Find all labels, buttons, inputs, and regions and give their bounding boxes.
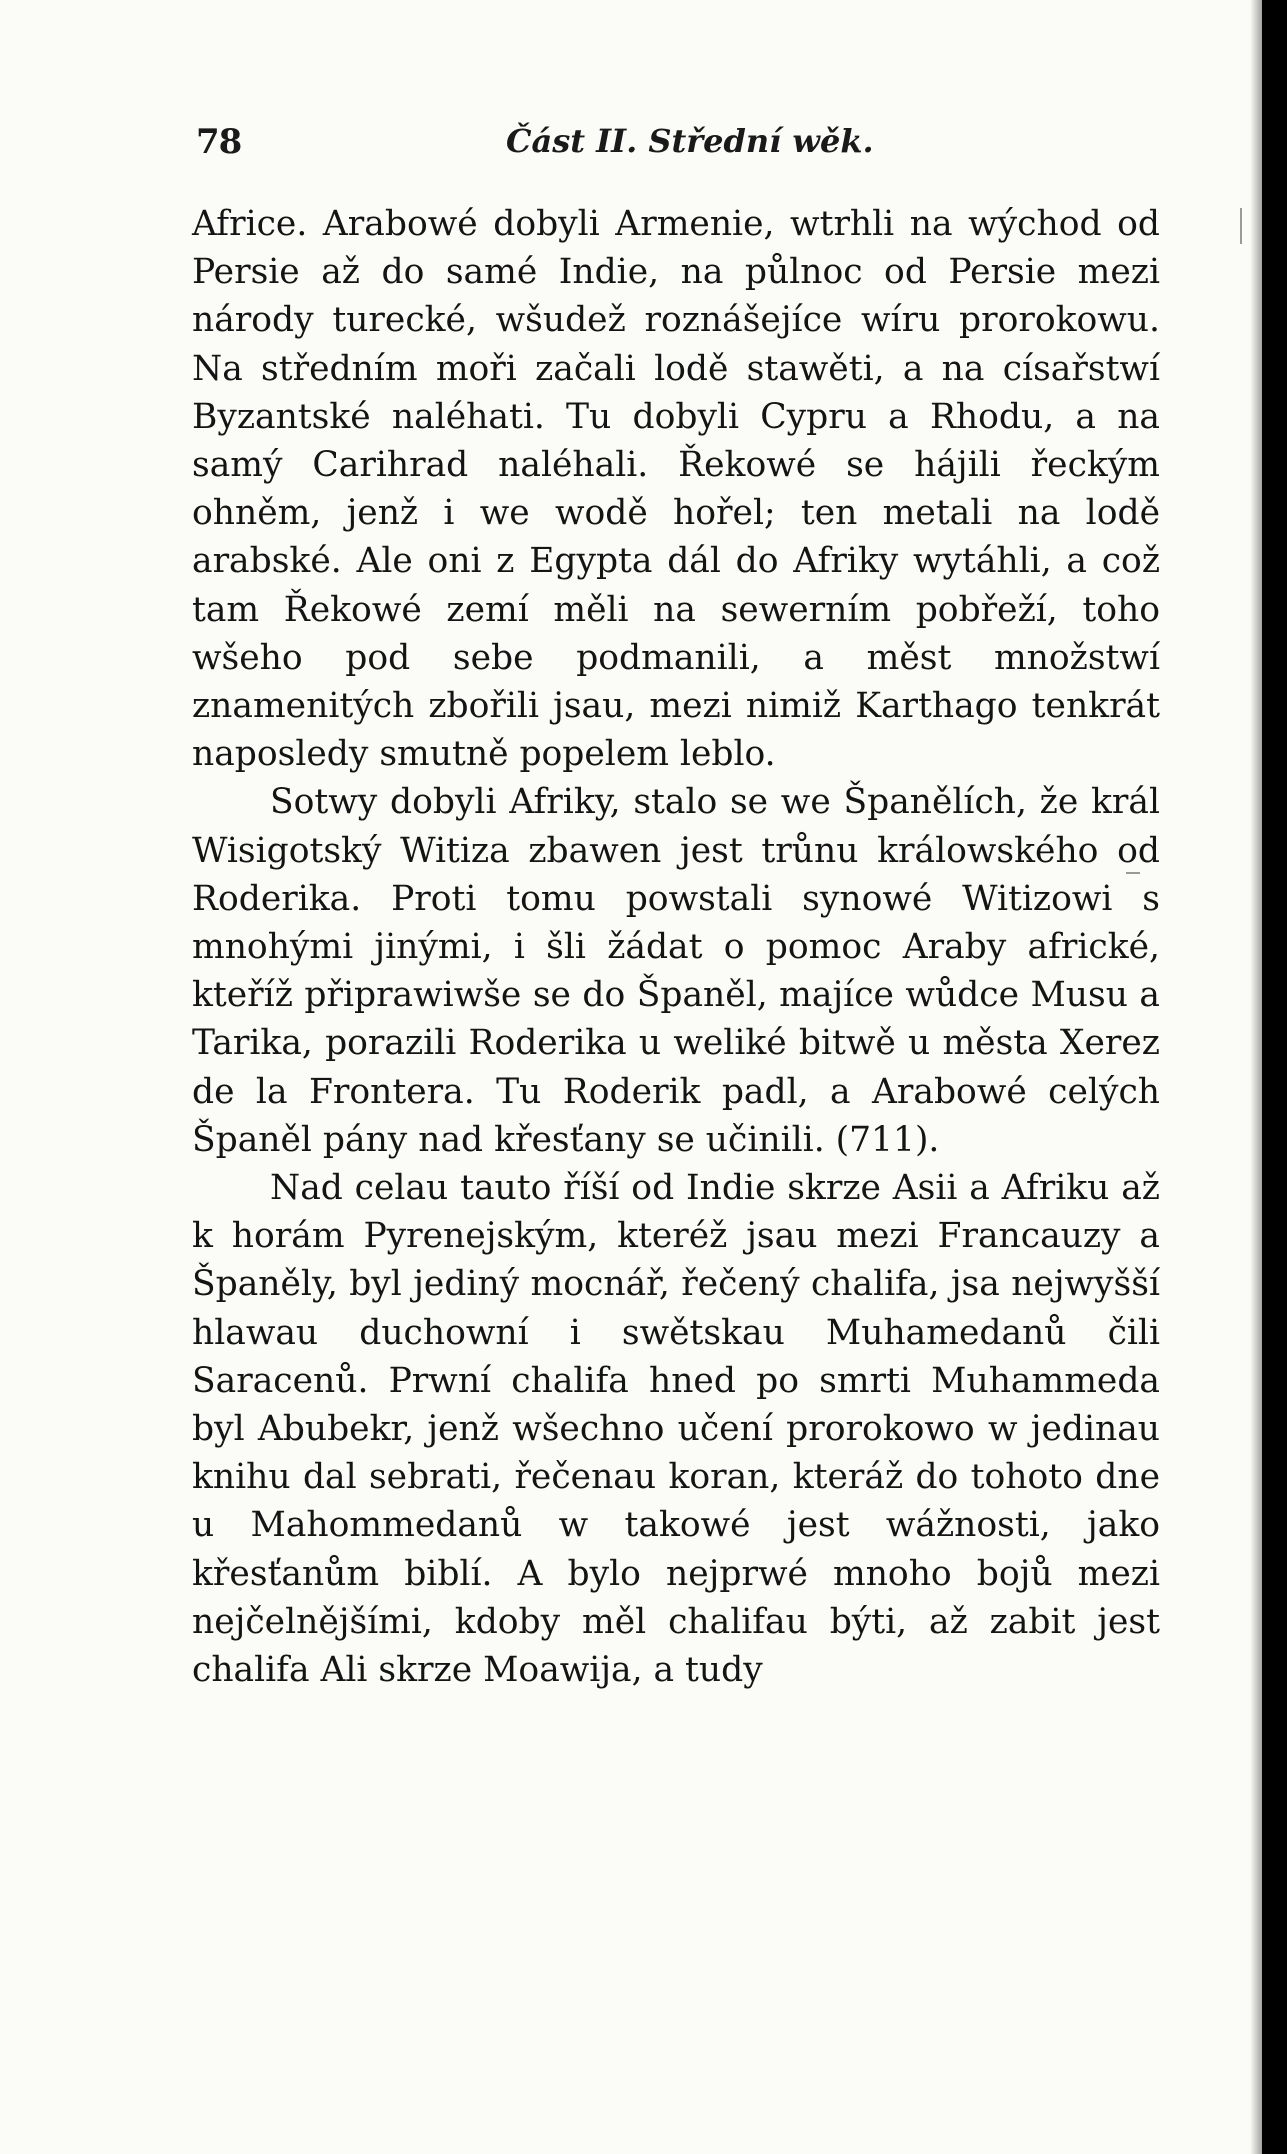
- page-edge-shadow: [1250, 0, 1262, 2154]
- page-header: [196, 122, 1156, 162]
- paragraph-1: Africe. Arabowé dobyli Armenie, wtrhli na wýchod od Persie až do samé Indie, na půlnoc od Persie mezi národy turecké, wšudež roznášejíce wíru prorokowu. Na středním moři začali lodě stawěti, a na císařstwí Byzantské naléhati. Tu dobyli Cypru a Rhodu, a na samý Carihrad naléhali. Řekowé se hájili řeckým ohněm, jenž i we wodě hořel; ten metali na lodě arabské. Ale oni z Egypta dál do Afriky wytáhli, a což tam Řekowé zemí měli na sewerním pobřeží, toho wšeho pod sebe podmanili, a měst množstwí znamenitých zbořili jsau, mezi nimiž Karthago tenkrát naposledy smutně popelem leblo.: [192, 204, 1160, 775]
- paragraph-3: Nad celau tauto říší od Indie skrze Asii a Afriku až k horám Pyrenejským, kteréž jsau mezi Francauzy a Španěly, byl jediný mocnář, řečený chalifa, jsa nejwyšší hlawau duchowní i swětskau Muhamedanů čili Saracenů. Prwní chalifa hned po smrti Muhammeda byl Abubekr, jenž wšechno učení prorokowo w jedinau knihu dal sebrati, řečenau koran, kteráž do tohoto dne u Mahommedanů w takowé jest wážnosti, jako křesťanům biblí. A bylo nejprwé mnoho bojů mezi nejčelnějšími, kdoby měl chalifau býti, až zabit jest chalifa Ali skrze Moawija, a tudy: [192, 1168, 1160, 1691]
- page-number: 78: [196, 122, 242, 162]
- body-text: [192, 200, 1160, 1694]
- paragraph-2: Sotwy dobyli Afriky, stalo se we Španělích, že král Wisigotský Witiza zbawen jest trůnu králowského od Roderika. Proti tomu powstali synowé Witizowi s mnohými jinými, i šli žádat o pomoc Araby africké, kteříž připrawiwše se do Španěl, majíce wůdce Musu a Tarika, porazili Roderika u weliké bitwě u města Xerez de la Frontera. Tu Roderik padl, a Arabowé celých Španěl pány nad křesťany se učinili. (711).: [192, 782, 1160, 1160]
- margin-tick-top: [1240, 208, 1242, 244]
- running-title: Část II. Střední wěk.: [506, 122, 874, 160]
- margin-tick-middle: [1126, 872, 1140, 874]
